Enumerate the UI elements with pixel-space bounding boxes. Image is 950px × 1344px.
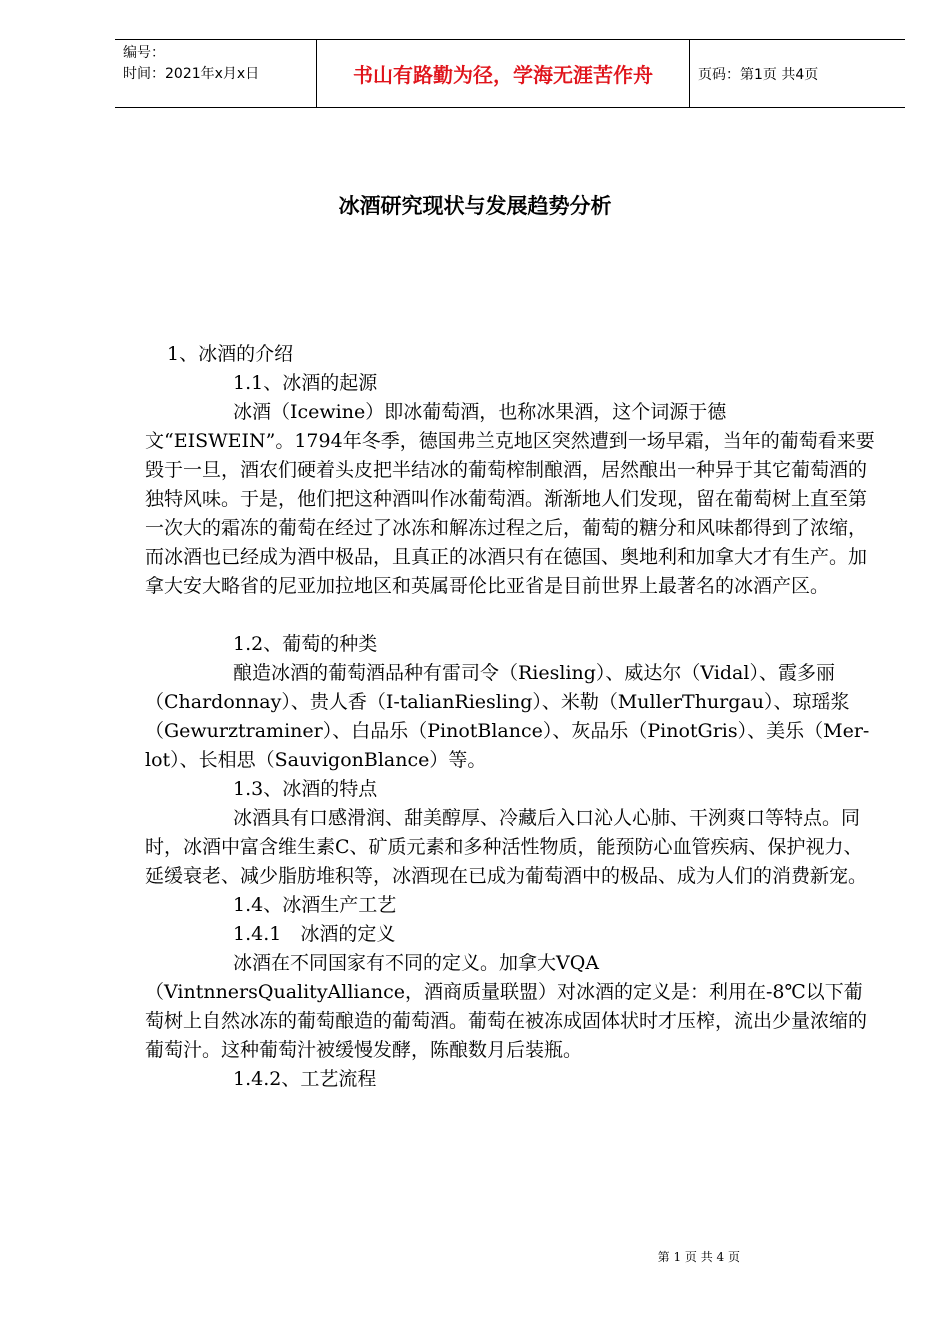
- header-page-info: 页码：第1页 共4页: [698, 66, 819, 83]
- subsection-heading: 1.2、葡萄的种类: [233, 633, 378, 655]
- time-label: 时间：2021年x月x日: [123, 66, 260, 82]
- paragraph-gap: [145, 601, 875, 630]
- page-footer: 第 1 页 共 4 页: [657, 1250, 740, 1264]
- header-meta-cell: [115, 40, 317, 107]
- subsection-heading: 1.4、冰酒生产工艺: [233, 894, 397, 916]
- paragraph: 酿造冰酒的葡萄酒品种有雷司令（Riesling）、威达尔（Vidal）、霞多丽（Chardonnay）、贵人香（I-talianRiesling）、米勒（MullerThurgau）、琼瑶浆（Gewurztraminer）、白品乐（PinotBlance）、灰品乐（PinotGris）、美乐（Mer-lot）、长相思（SauvigonBlance）等。: [145, 662, 870, 771]
- page-header: [115, 39, 905, 108]
- paragraph: 冰酒具有口感滑润、甜美醇厚、冷藏后入口沁人心肺、干洌爽口等特点。同时，冰酒中富含维生素C、矿质元素和多种活性物质，能预防心血管疾病、保护视力、延缓衰老、减少脂肪堆积等，冰酒现在已成为葡萄酒中的极品、成为人们的消费新宠。: [145, 807, 868, 887]
- paragraph: 冰酒（Icewine）即冰葡萄酒，也称冰果酒，这个词源于德文“EISWEIN”。1794年冬季，德国弗兰克地区突然遭到一场早霜，当年的葡萄看来要毁于一旦，酒农们硬着头皮把半结冰的葡萄榨制酿酒，居然酿出一种异于其它葡萄酒的独特风味。于是，他们把这种酒叫作冰葡萄酒。渐渐地人们发现，留在葡萄树上直至第一次大的霜冻的葡萄在经过了冰冻和解冻过程之后，葡萄的糖分和风味都得到了浓缩，而冰酒也已经成为酒中极品，且真正的冰酒只有在德国、奥地利和加拿大才有生产。加拿大安大略省的尼亚加拉地区和英属哥伦比亚省是目前世界上最著名的冰酒产区。: [145, 401, 875, 597]
- subsection-heading: 1.1、冰酒的起源: [233, 372, 378, 394]
- paragraph: 冰酒在不同国家有不同的定义。加拿大VQA（VintnnersQualityAlliance，酒商质量联盟）对冰酒的定义是：利用在-8℃以下葡萄树上自然冰冻的葡萄酿造的葡萄酒。葡萄在被冻成固体状时才压榨，流出少量浓缩的葡萄汁。这种葡萄汁被缓慢发酵，陈酿数月后装瓶。: [145, 952, 868, 1061]
- document-title: 冰酒研究现状与发展趋势分析: [338, 194, 612, 218]
- number-label: 编号：: [123, 45, 165, 61]
- subsection-heading: 1.3、冰酒的特点: [233, 778, 378, 800]
- document-body: [145, 340, 875, 1094]
- subsection-heading: 1.4.1 冰酒的定义: [233, 923, 396, 945]
- header-motto: 书山有路勤为径，学海无涯苦作舟: [317, 40, 690, 107]
- section-heading: 1、冰酒的介绍: [167, 343, 294, 365]
- subsection-heading: 1.4.2、工艺流程: [233, 1068, 377, 1090]
